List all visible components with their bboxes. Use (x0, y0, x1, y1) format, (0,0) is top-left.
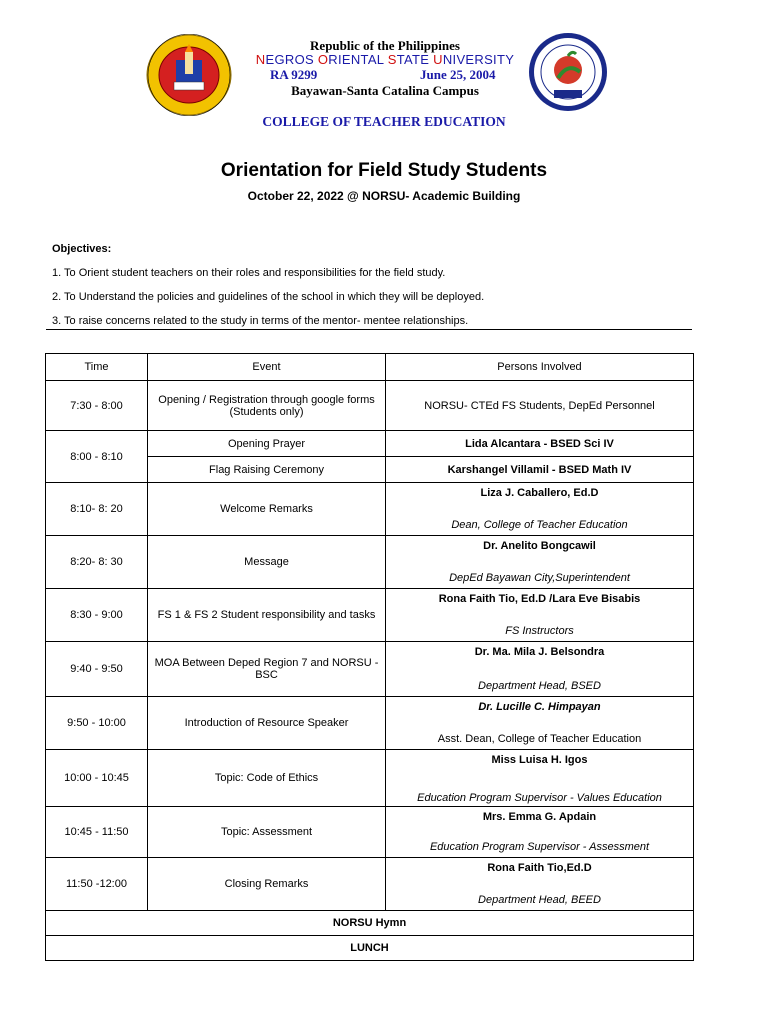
person-cell (386, 457, 694, 483)
objective-item: 3. To raise concerns related to the study in terms of the mentor- mentee relationships. (52, 315, 469, 327)
person-cell (386, 807, 694, 858)
founding-date: June 25, 2004 (420, 67, 496, 82)
event-cell: Topic: Code of Ethics (148, 750, 386, 807)
time-cell: 7:30 - 8:00 (46, 381, 148, 431)
event-cell: MOA Between Deped Region 7 and NORSU -BSC (148, 642, 386, 697)
event-cell: Message (148, 536, 386, 589)
person-name: Rona Faith Tio, Ed.D /Lara Eve Bisabis (438, 593, 641, 605)
event-cell: Welcome Remarks (148, 483, 386, 536)
schedule-table (45, 353, 694, 961)
person-name: Karshangel Villamil - BSED Math IV (447, 463, 632, 476)
table-row (46, 697, 694, 750)
objective-item: 1. To Orient student teachers on their roles and responsibilities for the field study. (52, 267, 446, 279)
person-cell (386, 642, 694, 697)
person-name: Dr. Ma. Mila J. Belsondra (474, 646, 605, 658)
objectives-heading: Objectives: (52, 243, 112, 255)
time-cell: 8:30 - 9:00 (46, 589, 148, 642)
campus-name: Bayawan-Santa Catalina Campus (291, 83, 479, 98)
university-name-part: EGROS (265, 52, 318, 67)
person-name: Liza J. Caballero, Ed.D (480, 487, 599, 499)
ra-date-line (270, 67, 510, 83)
table-row (46, 936, 694, 961)
person-name: Lida Alcantara - BSED Sci IV (465, 437, 614, 450)
university-name-part: S (387, 52, 397, 67)
document-subtitle: October 22, 2022 @ NORSU- Academic Building (247, 189, 521, 203)
event-cell: Flag Raising Ceremony (148, 457, 386, 483)
university-name-part: NIVERSITY (442, 52, 515, 67)
time-cell: 11:50 -12:00 (46, 858, 148, 911)
table-row (46, 381, 694, 431)
header-time: Time (46, 354, 148, 381)
college-name: COLLEGE OF TEACHER EDUCATION (262, 114, 506, 129)
person-role: Education Program Supervisor - Values Education (417, 792, 662, 804)
person-cell: NORSU- CTEd FS Students, DepEd Personnel (386, 381, 694, 431)
table-row (46, 431, 694, 457)
table-header-row (46, 354, 694, 381)
time-cell: 10:00 - 10:45 (46, 750, 148, 807)
event-cell: Introduction of Resource Speaker (148, 697, 386, 750)
lunch-row: LUNCH (46, 936, 694, 961)
hymn-row: NORSU Hymn (46, 911, 694, 936)
table-row (46, 911, 694, 936)
person-name: Dr. Lucille C. Himpayan (478, 701, 601, 713)
person-cell (386, 483, 694, 536)
person-name: Dr. Anelito Bongcawil (483, 540, 596, 552)
university-name (240, 52, 530, 67)
person-role: Asst. Dean, College of Teacher Education (437, 733, 642, 745)
event-cell: Opening / Registration through google forms (Students only) (148, 381, 386, 431)
person-cell (386, 750, 694, 807)
document-title: Orientation for Field Study Students (220, 160, 548, 181)
event-cell: Topic: Assessment (148, 807, 386, 858)
person-role: Education Program Supervisor - Assessment (429, 841, 650, 853)
table-row (46, 750, 694, 807)
university-name-part: N (255, 52, 266, 67)
event-cell: Closing Remarks (148, 858, 386, 911)
person-role: Department Head, BSED (478, 680, 601, 692)
time-cell: 8:10- 8: 20 (46, 483, 148, 536)
objective-item: 2. To Understand the policies and guidelines of the school in which they will be deployed. (52, 291, 485, 303)
event-cell: Opening Prayer (148, 431, 386, 457)
table-row (46, 483, 694, 536)
cte-seal-logo (528, 32, 608, 112)
republic-line: Republic of the Philippines (310, 38, 460, 53)
table-row (46, 807, 694, 858)
university-name-part: O (317, 52, 329, 67)
header-event: Event (148, 354, 386, 381)
university-name-part: RIENTAL (328, 52, 388, 67)
person-role: Department Head, BEED (478, 894, 601, 906)
person-cell (386, 697, 694, 750)
norsu-seal-logo (146, 34, 232, 116)
person-name: Mrs. Emma G. Apdain (482, 811, 597, 823)
person-name: Miss Luisa H. Igos (491, 754, 588, 766)
time-cell: 10:45 - 11:50 (46, 807, 148, 858)
time-cell: 9:50 - 10:00 (46, 697, 148, 750)
header-persons: Persons Involved (386, 354, 694, 381)
person-cell (386, 431, 694, 457)
table-row (46, 642, 694, 697)
table-row (46, 536, 694, 589)
time-cell: 9:40 - 9:50 (46, 642, 148, 697)
person-name: Rona Faith Tio,Ed.D (487, 862, 592, 874)
person-role: Dean, College of Teacher Education (451, 519, 628, 531)
person-cell (386, 858, 694, 911)
person-role: FS Instructors (505, 625, 574, 637)
divider (46, 329, 692, 330)
ra-number: RA 9299 (270, 67, 318, 82)
person-role: DepEd Bayawan City,Superintendent (449, 572, 630, 584)
time-cell: 8:00 - 8:10 (46, 431, 148, 483)
university-name-part: U (433, 52, 443, 67)
table-row (46, 589, 694, 642)
time-cell: 8:20- 8: 30 (46, 536, 148, 589)
event-cell: FS 1 & FS 2 Student responsibility and tasks (148, 589, 386, 642)
person-cell (386, 589, 694, 642)
person-cell (386, 536, 694, 589)
table-row (46, 858, 694, 911)
university-name-part: TATE (396, 52, 434, 67)
